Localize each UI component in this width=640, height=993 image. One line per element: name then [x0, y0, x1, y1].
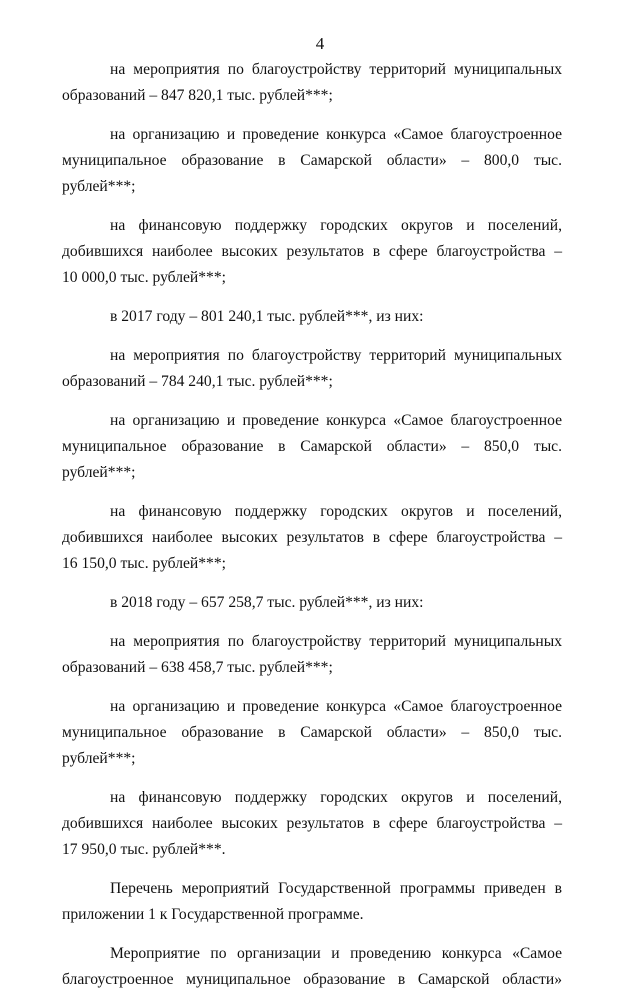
paragraph [62, 122, 562, 200]
paragraph-gap [62, 863, 562, 876]
paragraph-line: на мероприятия по благоустройству территорий муниципальных [110, 347, 562, 364]
paragraph-line: добившихся наиболее высоких результатов в сфере благоустройства – [62, 815, 562, 832]
paragraph [62, 590, 562, 616]
paragraph-line: рублей***; [62, 750, 136, 767]
paragraph-gap [62, 291, 562, 304]
paragraph-gap [62, 681, 562, 694]
paragraph-line: на организацию и проведение конкурса «Самое благоустроенное [110, 126, 562, 143]
paragraph-line: благоустроенное муниципальное образование в Самарской области» [62, 971, 562, 988]
paragraph-line: на финансовую поддержку городских округов и поселений, [110, 217, 562, 234]
paragraph-gap [62, 928, 562, 941]
paragraph [62, 499, 562, 577]
paragraph-line: рублей***; [62, 464, 136, 481]
paragraph-gap [62, 577, 562, 590]
paragraph-line: муниципальное образование в Самарской области» – 800,0 тыс. [62, 152, 562, 169]
paragraph-line: Мероприятие по организации и проведению конкурса «Самое [110, 945, 562, 962]
paragraph-gap [62, 772, 562, 785]
paragraph-gap [62, 330, 562, 343]
paragraph [62, 629, 562, 681]
paragraph-line: в 2018 году – 657 258,7 тыс. рублей***, из них: [110, 594, 424, 611]
paragraph-line: на организацию и проведение конкурса «Самое благоустроенное [110, 412, 562, 429]
paragraph-line: 16 150,0 тыс. рублей***; [62, 555, 226, 572]
paragraph-line: муниципальное образование в Самарской области» – 850,0 тыс. [62, 438, 562, 455]
paragraph-line: Перечень мероприятий Государственной программы приведен в [110, 880, 562, 897]
paragraph [62, 57, 562, 109]
paragraph-gap [62, 109, 562, 122]
paragraph [62, 408, 562, 486]
paragraph-line: на мероприятия по благоустройству территорий муниципальных [110, 633, 562, 650]
paragraph-gap [62, 395, 562, 408]
paragraph-line: образований – 638 458,7 тыс. рублей***; [62, 659, 333, 676]
paragraph-gap [62, 486, 562, 499]
paragraph [62, 785, 562, 863]
paragraph-line: в 2017 году – 801 240,1 тыс. рублей***, из них: [110, 308, 424, 325]
paragraph-line: на мероприятия по благоустройству территорий муниципальных [110, 61, 562, 78]
paragraph-line: образований – 847 820,1 тыс. рублей***; [62, 87, 333, 104]
paragraph-line: на финансовую поддержку городских округов и поселений, [110, 789, 562, 806]
paragraph-line: рублей***; [62, 178, 136, 195]
paragraph-line: на организацию и проведение конкурса «Самое благоустроенное [110, 698, 562, 715]
paragraph-line: добившихся наиболее высоких результатов в сфере благоустройства – [62, 243, 562, 260]
page-number: 4 [315, 34, 325, 53]
paragraph-gap [62, 616, 562, 629]
paragraph [62, 694, 562, 772]
paragraph [62, 876, 562, 928]
paragraph-line: муниципальное образование в Самарской области» – 850,0 тыс. [62, 724, 562, 741]
document-body [62, 57, 562, 993]
paragraph-line: образований – 784 240,1 тыс. рублей***; [62, 373, 333, 390]
paragraph [62, 304, 562, 330]
paragraph-line: на финансовую поддержку городских округов и поселений, [110, 503, 562, 520]
paragraph-line: 17 950,0 тыс. рублей***. [62, 841, 226, 858]
paragraph-gap [62, 200, 562, 213]
paragraph-line: приложении 1 к Государственной программе. [62, 906, 364, 923]
paragraph [62, 343, 562, 395]
paragraph-line: добившихся наиболее высоких результатов в сфере благоустройства – [62, 529, 562, 546]
paragraph [62, 213, 562, 291]
paragraph-line: 10 000,0 тыс. рублей***; [62, 269, 226, 286]
paragraph [62, 941, 562, 993]
